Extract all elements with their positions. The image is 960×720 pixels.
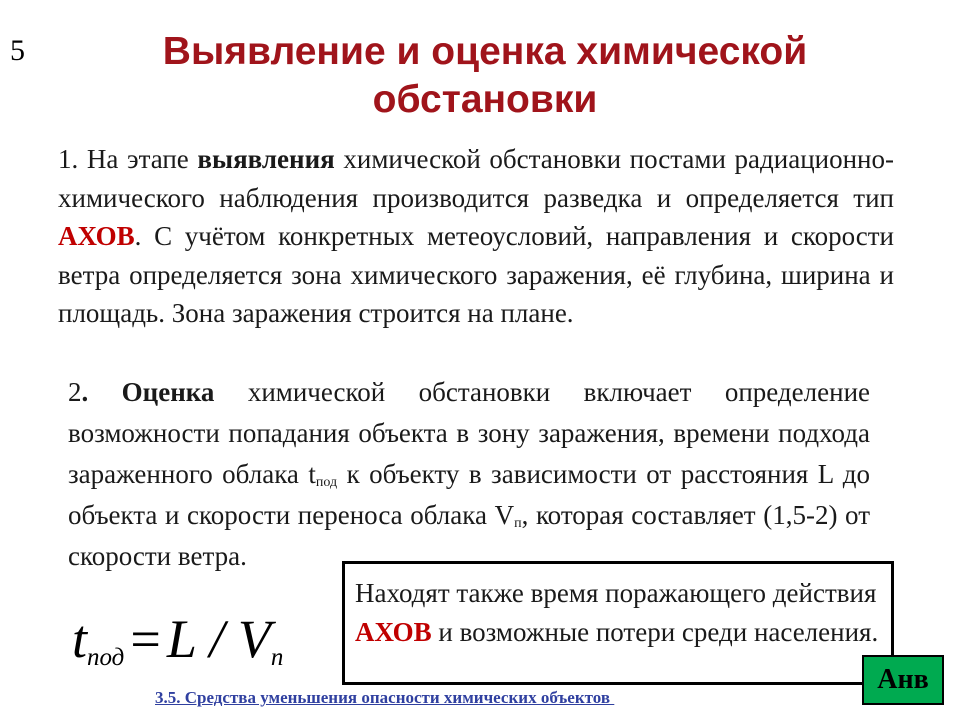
formula-slash: / xyxy=(209,609,225,669)
p1-text-middle: химической обстановки постами радиационно-химического наблюдения производится разведка и определяется тип xyxy=(58,144,894,213)
formula-numerator: L xyxy=(166,609,196,669)
formula xyxy=(72,608,283,670)
note-box xyxy=(342,561,894,685)
p2-text-3: , которая составляет (1,5-2) от скорости ветра. xyxy=(68,500,870,571)
p1-text-start: 1. На этапе xyxy=(58,144,198,174)
p2-subscript-p: п xyxy=(514,516,522,531)
p2-subscript-pod: под xyxy=(315,475,338,490)
p2-text-2: к объекту в зависимости от расстояния L до объекта и скорости переноса облака V xyxy=(68,459,870,530)
note-text-start: Находят также время поражающего действия xyxy=(355,578,877,608)
anv-nav-button[interactable]: Анв xyxy=(862,655,944,705)
formula-rhs-subscript: п xyxy=(270,644,284,671)
p1-bold-term: выявления xyxy=(197,144,335,174)
p2-bold-term: . Оценка xyxy=(81,377,215,407)
note-ahov-term: АХОВ xyxy=(355,617,432,647)
formula-lhs-subscript: под xyxy=(87,644,125,671)
p1-text-end: . С учётом конкретных метеоусловий, направления и скорости ветра определяется зона химического заражения, её глубина, ширина и площадь. Зона заражения строится на плане. xyxy=(58,221,894,328)
paragraph-assessment xyxy=(68,372,870,577)
p2-text-1: химической обстановки включает определение возможности попадания объекта в зону заражения, времени подхода зараженного облака t xyxy=(68,377,870,489)
section-link[interactable]: 3.5. Средства уменьшения опасности химических объектов xyxy=(155,688,615,707)
formula-rhs: V xyxy=(237,609,271,669)
paragraph-identification xyxy=(58,140,894,333)
note-text-end: и возможные потери среди населения. xyxy=(431,617,879,647)
formula-lhs: t xyxy=(72,609,88,669)
slide-number: 5 xyxy=(10,34,25,67)
slide-title: Выявление и оценка химической обстановки xyxy=(162,30,808,121)
p1-ahov-term: АХОВ xyxy=(58,221,135,251)
formula-equals: = xyxy=(130,609,161,669)
p2-number: 2 xyxy=(68,377,82,407)
